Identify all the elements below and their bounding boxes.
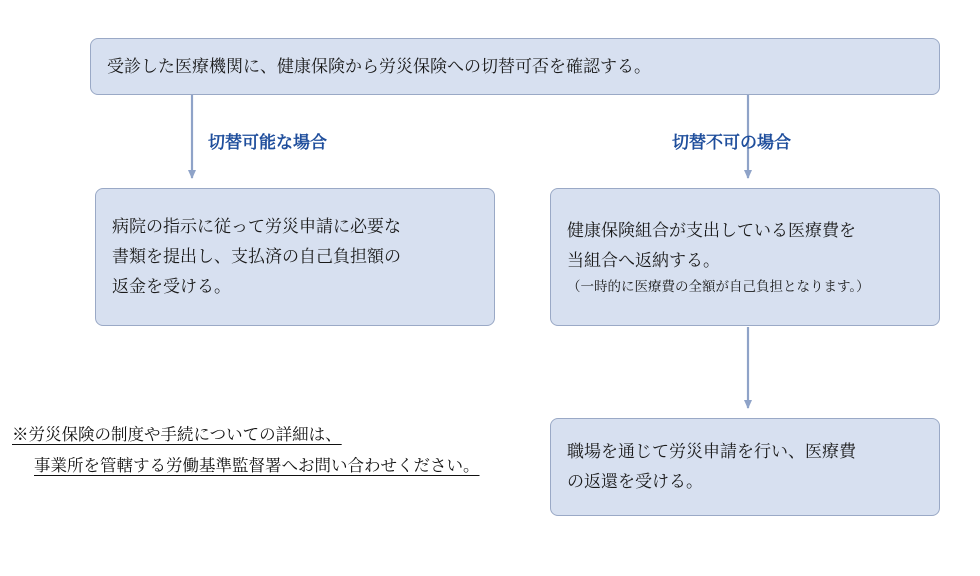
box-switch-possible-steps: [95, 188, 495, 326]
box-workplace-claim-line-2: の返還を受ける。: [567, 472, 703, 491]
box-switch-not-possible-line-2: 当組合へ返納する。: [567, 251, 720, 271]
branch-label-switch-not-possible: 切替不可の場合: [672, 133, 791, 152]
box-workplace-claim: [550, 418, 940, 516]
box-switch-possible-line-3: 返金を受ける。: [112, 276, 231, 296]
box-workplace-claim-line-1: 職場を通じて労災申請を行い、医療費: [567, 442, 856, 462]
box-confirm-switch-line-1: 受診した医療機関に、健康保険から労災保険への切替可否を確認する。: [107, 56, 651, 76]
box-switch-not-possible-steps: [550, 188, 940, 326]
box-switch-not-possible-note: （一時的に医療費の全額が自己負担となります。）: [567, 278, 870, 294]
footnote-line-1: ※労災保険の制度や手続についての詳細は、: [12, 426, 342, 444]
footnote: [12, 420, 532, 483]
box-switch-not-possible-line-1: 健康保険組合が支出している医療費を: [567, 221, 856, 241]
box-switch-possible-line-1: 病院の指示に従って労災申請に必要な: [112, 217, 401, 237]
branch-label-switch-possible: 切替可能な場合: [208, 133, 327, 152]
footnote-line-2: 事業所を管轄する労働基準監督署へお問い合わせください。: [34, 457, 480, 476]
box-confirm-switch: [90, 38, 940, 95]
box-switch-possible-line-2: 書類を提出し、支払済の自己負担額の: [112, 247, 401, 267]
